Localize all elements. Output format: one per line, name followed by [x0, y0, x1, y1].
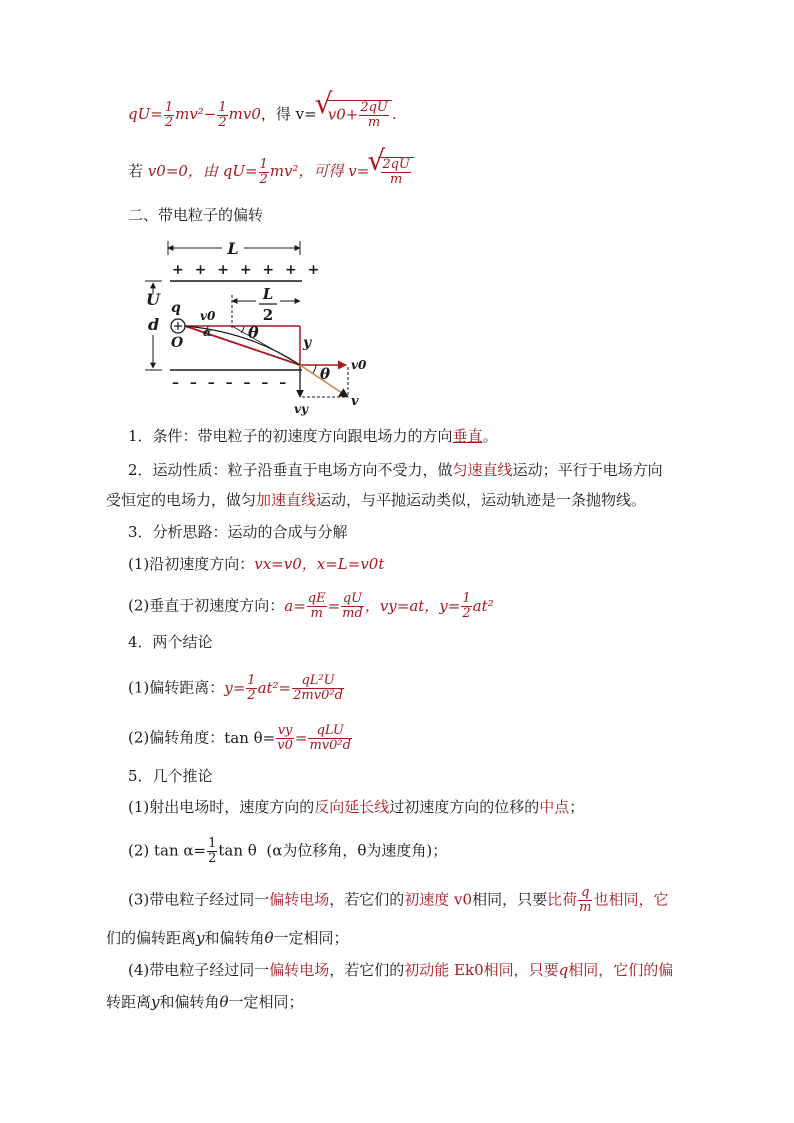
item-3-1: (1)沿初速度方向：vx=v0，x=L=v0t	[128, 555, 385, 573]
key-term: 反向延长线	[314, 798, 390, 816]
positive-plate-signs: + + + + + + +	[172, 262, 323, 278]
key-term: q	[558, 961, 569, 979]
q-label: q	[171, 300, 181, 316]
item-3-2: (2)垂直于初速度方向：a= $\frac{qE}{m}$ = $\frac{qU}{md}$ ，vy=at，y= $\frac{1}{2}$ at²	[128, 591, 494, 621]
formula-text: qU=	[128, 105, 163, 123]
theta-label: θ	[248, 323, 259, 342]
key-term: 偏转电场	[269, 890, 330, 909]
item-5-4-line-2: 转距离y和偏转角θ一定相同；	[106, 993, 304, 1011]
item-3: 3．分析思路：运动的合成与分解	[128, 523, 348, 541]
fraction-half: $\frac{1}{2}$	[259, 156, 268, 187]
key-term: 初动能 Ek0	[404, 961, 484, 979]
theta-lower-label: θ	[320, 365, 331, 383]
vy-label: vy	[294, 402, 308, 416]
item-2-line-2: 受恒定的电场力，做匀加速直线运动，与平抛运动类似，运动轨迹是一条抛物线。	[106, 491, 647, 509]
formula-text: vx=v0，x=L=v0t	[254, 555, 385, 573]
v-label: v	[351, 394, 359, 409]
half-L-numerator: L	[262, 285, 274, 303]
item-4-1: (1)偏转距离：y= $\frac{1}{2}$ at²= $\frac{\text{qL²U}}{\text{2mv0²d}}$	[128, 673, 343, 703]
U-label: U	[146, 290, 160, 309]
formula-text: v0=0，由	[147, 162, 218, 180]
d-label: d	[148, 315, 160, 334]
v0-right-label: v0	[351, 358, 367, 372]
item-4-2: (2)偏转角度：tan θ= $\frac{vy}{v0}$ = $\frac{\text{qLU}}{\text{mv0²d}}$	[128, 723, 351, 753]
item-2-line-1: 2．运动性质：粒子沿垂直于电场方向不受力，做匀速直线运动；平行于电场方向	[128, 461, 663, 479]
key-term: 初速度 v0	[404, 890, 473, 909]
energy-formula-line: qU= $\frac{1}{2}$ mv²− $\frac{1}{2}$ mv0，得 v=√ v0+ $\frac{2qU}{m}$ .	[128, 100, 397, 130]
item-5-3-line-2: 们的偏转距离y和偏转角θ一定相同；	[106, 929, 349, 947]
deflection-diagram	[140, 237, 380, 417]
formula-text: ，得 v=	[260, 105, 317, 123]
key-term: 偏转电场	[269, 961, 330, 979]
y-label: y	[303, 335, 312, 351]
negative-plate-signs: – – – – – – –	[172, 375, 290, 391]
fraction-half: $\frac{1}{2}$	[218, 99, 227, 130]
key-term: 中点	[539, 798, 570, 816]
item-5-1: (1)射出电场时，速度方向的反向延长线过初速度方向的位移的中点；	[128, 798, 585, 816]
v0-zero-formula-line	[128, 157, 414, 187]
key-term: 加速直线	[256, 491, 317, 509]
formula-text: 若	[128, 162, 144, 180]
item-5: 5．几个推论	[128, 767, 213, 785]
key-term: 垂直	[452, 427, 483, 445]
item-5-2: (2) tan α= $\frac{1}{2}$ tan θ (α为位移角，θ为速度角)；	[128, 836, 448, 866]
section-title: 二、带电粒子的偏转	[128, 206, 264, 224]
item-5-3-line-1: (3)带电粒子经过同一偏转电场，若它们的初速度 v0相同，只要比荷 $\frac{q}{m}$ 也相同，它	[128, 885, 669, 915]
sqrt-expression: √ $\frac{2qU}{m}$	[369, 157, 414, 187]
theta-lower-arc	[313, 365, 316, 373]
key-term: 匀速直线	[452, 461, 513, 479]
item-4: 4．两个结论	[128, 633, 213, 651]
half-L-denominator: 2	[262, 306, 274, 324]
formula-text: mv0	[228, 105, 261, 123]
L-label: L	[227, 239, 239, 258]
sqrt-expression: √ v0+ $\frac{2qU}{m}$	[317, 100, 392, 130]
formula-text: mv²−	[175, 105, 217, 123]
O-label: O	[171, 335, 184, 351]
formula-text: qU=	[222, 162, 258, 180]
fraction-half: $\frac{1}{2}$	[164, 99, 174, 130]
alpha-label: α	[203, 326, 212, 339]
item-5-4-line-1: (4)带电粒子经过同一偏转电场，若它们的初动能 Ek0相同，只要q相同，它们的偏	[128, 961, 674, 979]
v0-label: v0	[200, 309, 216, 323]
item-1: 1．条件：带电粒子的初速度方向跟电场力的方向垂直。	[128, 427, 498, 445]
formula-text: mv²，可得 v=	[269, 162, 370, 180]
key-term: 比荷	[547, 890, 578, 909]
